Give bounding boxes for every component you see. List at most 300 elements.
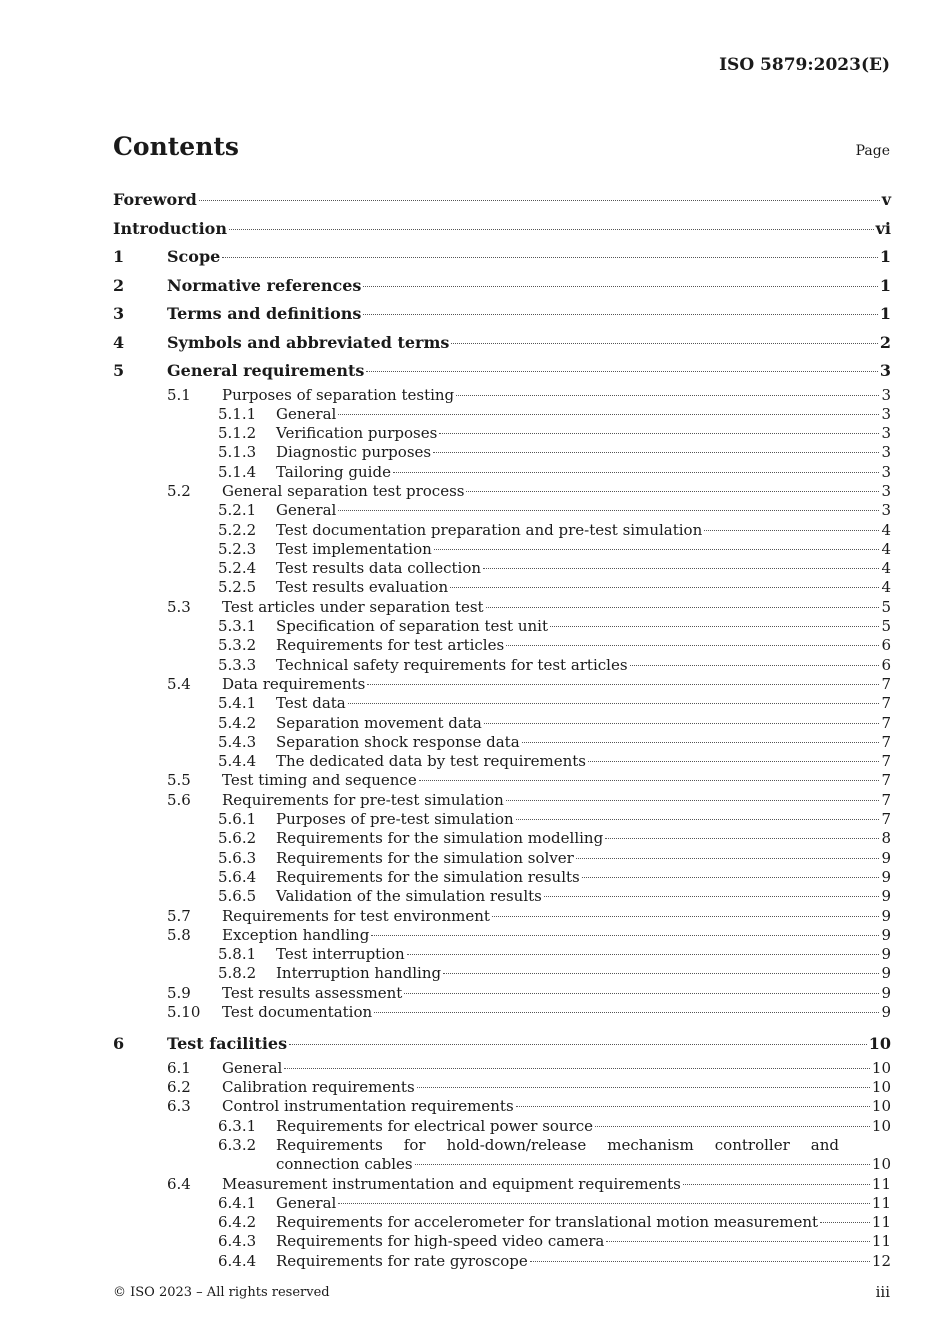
dot-leader <box>483 568 879 569</box>
toc-entry[interactable] <box>113 791 891 810</box>
toc-entry-text <box>276 945 891 964</box>
toc-entry-number: 5.2.4 <box>218 559 257 578</box>
toc-entry-number: 5.4.2 <box>218 713 257 732</box>
toc-entry-number: 5.10 <box>167 1003 201 1021</box>
toc-entry[interactable] <box>113 1030 891 1059</box>
toc-entry-text <box>222 1059 891 1078</box>
toc-entry-title: Test results assessment <box>222 983 403 1002</box>
toc-entry-title: General <box>222 1058 283 1077</box>
toc-entry-number: 5.6.4 <box>218 867 257 886</box>
toc-entry-page: 11 <box>871 1193 891 1212</box>
toc-entry-number: 6.4.4 <box>218 1251 257 1270</box>
toc-entry-number: 5.8.1 <box>218 945 257 964</box>
dot-leader <box>582 877 880 878</box>
toc-entry-number: 6.4.2 <box>218 1213 257 1232</box>
toc-entry-text <box>222 1078 891 1097</box>
toc-entry-number: 5.2.3 <box>218 539 257 558</box>
dot-leader <box>415 1164 870 1165</box>
table-of-contents <box>113 186 891 1271</box>
toc-entry-title: Requirements for the simulation results <box>276 867 580 886</box>
toc-entry-page: 7 <box>881 752 891 771</box>
toc-entry-number: 5.4.3 <box>218 732 257 751</box>
toc-entry-title: Symbols and abbreviated terms <box>167 332 450 352</box>
toc-entry-text <box>167 300 891 329</box>
dot-leader <box>284 1068 870 1069</box>
toc-entry-page: 10 <box>871 1116 891 1135</box>
dot-leader <box>363 286 877 287</box>
toc-entry-page: 7 <box>881 810 891 829</box>
toc-entry-number: 5.1.2 <box>218 424 257 443</box>
dot-leader <box>199 200 880 201</box>
toc-entry[interactable] <box>113 559 891 578</box>
toc-entry-page: 9 <box>881 983 891 1002</box>
dot-leader <box>229 229 874 230</box>
toc-entry-number: 6.3.1 <box>218 1116 257 1135</box>
toc-entry-number: 5.6.2 <box>218 829 257 848</box>
dot-leader <box>522 742 880 743</box>
toc-entry[interactable] <box>113 714 891 733</box>
dot-leader <box>338 510 879 511</box>
toc-entry-page: 3 <box>881 501 891 520</box>
toc-entry-number: 5.2.1 <box>218 501 257 520</box>
toc-entry-page: 1 <box>879 247 891 266</box>
toc-entry[interactable] <box>113 243 891 272</box>
toc-entry-text <box>276 559 891 578</box>
dot-leader <box>704 530 879 531</box>
toc-entry-number: 5.5 <box>167 771 191 790</box>
toc-entry-number: 6.4 <box>167 1174 191 1193</box>
toc-entry-number: 5.4.4 <box>218 752 257 771</box>
toc-entry-title: Requirements for hold-down/release mechanism controller and <box>276 1135 839 1154</box>
dot-leader <box>363 314 877 315</box>
dot-leader <box>371 935 879 936</box>
dot-leader <box>338 1203 870 1204</box>
toc-entry-page: 5 <box>881 597 891 616</box>
toc-entry[interactable] <box>113 926 891 945</box>
toc-entry-title: Test results evaluation <box>276 578 449 597</box>
toc-entry-text <box>276 964 891 983</box>
toc-entry-text <box>276 443 891 462</box>
toc-entry-page: 12 <box>871 1251 891 1270</box>
toc-entry-number: 5.8 <box>167 925 191 944</box>
toc-entry-page: 10 <box>871 1078 891 1097</box>
toc-entry[interactable] <box>113 357 891 386</box>
dot-leader <box>366 371 878 372</box>
toc-entry-text <box>276 1117 891 1136</box>
toc-entry[interactable] <box>113 329 891 358</box>
toc-entry-page: 9 <box>881 848 891 867</box>
dot-leader <box>516 819 880 820</box>
toc-entry-page: 3 <box>881 481 891 500</box>
dot-leader <box>450 587 879 588</box>
toc-entry-title: Test documentation <box>222 1003 373 1021</box>
toc-entry-title: Purposes of separation testing <box>222 385 455 404</box>
toc-entry[interactable] <box>113 443 891 462</box>
dot-leader <box>544 896 880 897</box>
toc-entry-page: 3 <box>881 443 891 462</box>
dot-leader <box>683 1184 870 1185</box>
dot-leader <box>451 343 877 344</box>
page-number: iii <box>875 1283 890 1301</box>
toc-entry-number: 6.4.3 <box>218 1232 257 1251</box>
toc-entry-title: Test timing and sequence <box>222 771 417 790</box>
toc-entry-number: 5.6.1 <box>218 810 257 829</box>
toc-entry-text <box>276 849 891 868</box>
page-column-label: Page <box>855 143 890 159</box>
toc-entry-page: 10 <box>871 1155 891 1174</box>
toc-entry[interactable] <box>113 578 891 597</box>
toc-entry-title: Calibration requirements <box>222 1078 415 1097</box>
toc-entry-title: Test data <box>276 694 346 713</box>
toc-entry-text <box>276 694 891 713</box>
toc-entry[interactable] <box>113 1252 891 1271</box>
toc-entry-page: 9 <box>881 887 891 906</box>
toc-entry[interactable] <box>113 964 891 983</box>
toc-entry-title: Test articles under separation test <box>222 597 484 616</box>
toc-entry-number: 6.3.2 <box>218 1135 257 1154</box>
toc-entry-title: Requirements for test articles <box>276 636 505 655</box>
toc-entry-page: 7 <box>881 790 891 809</box>
toc-entry-page: 3 <box>881 424 891 443</box>
toc-entry-text <box>113 215 891 244</box>
toc-entry-title-continued: connection cables <box>276 1155 413 1174</box>
document-id: ISO 5879:2023(E) <box>719 55 890 75</box>
toc-entry-title: Requirements for pre-test simulation <box>222 790 504 809</box>
toc-entry-page: 1 <box>879 304 891 323</box>
toc-entry[interactable] <box>113 598 891 617</box>
toc-entry-page: 3 <box>881 385 891 404</box>
toc-entry[interactable] <box>113 300 891 329</box>
toc-entry-number: 6 <box>113 1034 125 1054</box>
toc-entry-number: 6.4.1 <box>218 1193 257 1212</box>
toc-entry[interactable] <box>113 945 891 964</box>
toc-entry-text <box>276 1194 891 1213</box>
dot-leader <box>506 645 879 646</box>
toc-entry-text <box>276 829 891 848</box>
toc-entry-title: Verification purposes <box>276 424 438 443</box>
toc-entry-page: 3 <box>881 462 891 481</box>
toc-entry-number: 4 <box>113 332 125 352</box>
toc-entry-page: 9 <box>881 1003 891 1021</box>
page-title: Contents <box>113 132 240 161</box>
toc-entry-page: 5 <box>881 617 891 636</box>
toc-entry-number: 5.2.5 <box>218 578 257 597</box>
toc-entry-number: 5.3.2 <box>218 636 257 655</box>
toc-entry-page: 9 <box>881 964 891 983</box>
toc-entry-number: 2 <box>113 275 125 295</box>
toc-entry-number: 5.6 <box>167 790 191 809</box>
toc-entry-text <box>222 675 891 694</box>
toc-entry-text <box>167 329 891 358</box>
toc-entry-text <box>276 1213 891 1232</box>
toc-entry-title: Requirements for high-speed video camera <box>276 1232 605 1251</box>
toc-entry-number: 5.1.1 <box>218 404 257 423</box>
toc-entry[interactable] <box>113 733 891 752</box>
toc-entry-title: Requirements for the simulation solver <box>276 848 574 867</box>
toc-entry-text <box>276 424 891 443</box>
toc-entry-page: 10 <box>871 1058 891 1077</box>
toc-entry-page: 4 <box>881 539 891 558</box>
dot-leader <box>338 414 879 415</box>
dot-leader <box>492 916 880 917</box>
toc-entry[interactable] <box>113 1194 891 1213</box>
toc-entry[interactable] <box>113 186 891 215</box>
toc-entry[interactable] <box>113 501 891 520</box>
toc-entry-page: 6 <box>881 655 891 674</box>
dot-leader <box>393 472 880 473</box>
toc-entry-page: v <box>881 190 891 209</box>
toc-entry-number: 5.2 <box>167 481 191 500</box>
toc-entry-text <box>167 272 891 301</box>
toc-entry[interactable] <box>113 1175 891 1194</box>
dot-leader <box>407 954 880 955</box>
toc-entry[interactable] <box>113 907 891 926</box>
toc-entry-title: Control instrumentation requirements <box>222 1097 514 1116</box>
dot-leader <box>820 1222 870 1223</box>
toc-entry-page: vi <box>875 218 891 238</box>
dot-leader <box>417 1087 870 1088</box>
toc-entry[interactable] <box>113 1059 891 1078</box>
toc-entry[interactable] <box>113 1078 891 1097</box>
toc-entry-text <box>222 926 891 945</box>
toc-entry[interactable] <box>113 694 891 713</box>
toc-entry[interactable] <box>113 521 891 540</box>
toc-entry-page: 4 <box>881 559 891 578</box>
toc-entry-title: Scope <box>167 247 221 266</box>
toc-entry-page: 1 <box>879 275 891 295</box>
toc-entry-title: Interruption handling <box>276 964 442 983</box>
toc-entry-text <box>276 578 891 597</box>
toc-entry-title: Terms and definitions <box>167 304 362 323</box>
toc-entry-text <box>222 386 891 405</box>
toc-entry[interactable] <box>113 482 891 501</box>
toc-entry[interactable] <box>113 887 891 906</box>
toc-entry-title: Requirements for electrical power source <box>276 1116 594 1135</box>
toc-entry[interactable] <box>113 540 891 559</box>
toc-entry-page: 7 <box>881 694 891 713</box>
toc-entry[interactable] <box>113 1003 891 1022</box>
toc-entry-page: 7 <box>881 713 891 732</box>
toc-entry-text <box>276 714 891 733</box>
toc-entry-number: 5.1 <box>167 385 191 404</box>
toc-entry-number: 5.8.2 <box>218 964 257 983</box>
toc-entry-title: Requirements for the simulation modelling <box>276 829 604 848</box>
dot-leader <box>443 973 879 974</box>
toc-entry-number: 6.2 <box>167 1078 191 1097</box>
dot-leader <box>605 838 879 839</box>
toc-entry-text <box>222 771 891 790</box>
toc-entry-text <box>276 810 891 829</box>
dot-leader <box>439 433 879 434</box>
toc-entry[interactable] <box>113 272 891 301</box>
toc-entry-text <box>222 482 891 501</box>
toc-entry-title: Separation shock response data <box>276 732 520 751</box>
toc-entry-page: 11 <box>871 1174 891 1193</box>
toc-entry[interactable] <box>113 1097 891 1116</box>
toc-entry-title: Diagnostic purposes <box>276 443 432 462</box>
dot-leader <box>576 858 880 859</box>
dot-leader <box>434 549 880 550</box>
toc-entry[interactable] <box>113 984 891 1003</box>
dot-leader <box>516 1106 870 1107</box>
toc-entry-text <box>276 405 891 424</box>
toc-entry-number: 5.4 <box>167 674 191 693</box>
toc-entry[interactable] <box>113 1232 891 1251</box>
toc-entry-title: Test results data collection <box>276 559 482 578</box>
toc-entry-text <box>276 617 891 636</box>
toc-entry-page: 10 <box>871 1097 891 1116</box>
toc-entry-page: 7 <box>881 771 891 790</box>
dot-leader <box>550 626 879 627</box>
toc-entry-number: 6.1 <box>167 1058 191 1077</box>
dot-leader <box>530 1261 870 1262</box>
toc-entry-title: Purposes of pre-test simulation <box>276 810 514 829</box>
toc-entry-text <box>167 1030 891 1059</box>
toc-entry-title: The dedicated data by test requirements <box>276 752 586 771</box>
toc-entry[interactable] <box>113 617 891 636</box>
toc-entry-text <box>222 1175 891 1194</box>
toc-entry-title: Test facilities <box>167 1034 288 1054</box>
toc-entry-number: 5.9 <box>167 983 191 1002</box>
toc-entry-text <box>276 868 891 887</box>
toc-entry-title: Test documentation preparation and pre-test simulation <box>276 520 703 539</box>
toc-entry-text <box>276 1252 891 1271</box>
toc-entry-text <box>222 1003 891 1022</box>
toc-entry-text <box>276 752 891 771</box>
toc-entry-number: 1 <box>113 247 125 266</box>
toc-entry-text <box>113 186 891 215</box>
toc-entry-text <box>167 243 891 272</box>
toc-entry-number: 5.3.3 <box>218 655 257 674</box>
toc-entry[interactable] <box>113 675 891 694</box>
toc-entry[interactable] <box>113 868 891 887</box>
toc-entry-number: 5.2.2 <box>218 520 257 539</box>
toc-entry[interactable] <box>113 463 891 482</box>
toc-entry-text <box>222 598 891 617</box>
toc-entry-page: 3 <box>881 404 891 423</box>
toc-entry-number: 5.7 <box>167 906 191 925</box>
toc-entry-text <box>276 656 891 675</box>
toc-entry-title: General <box>276 404 337 423</box>
toc-entry-title: General <box>276 1193 337 1212</box>
toc-entry-page: 3 <box>879 361 891 380</box>
toc-entry-text <box>222 984 891 1003</box>
toc-entry-page: 10 <box>868 1034 891 1054</box>
toc-entry-page: 4 <box>881 578 891 597</box>
dot-leader <box>222 257 878 258</box>
toc-entry-number: 5 <box>113 361 125 380</box>
toc-entry[interactable] <box>113 424 891 443</box>
toc-entry-page: 7 <box>881 674 891 693</box>
dot-leader <box>456 395 879 396</box>
toc-entry-number: 5.1.4 <box>218 462 257 481</box>
toc-entry[interactable] <box>113 636 891 655</box>
dot-leader <box>606 1241 870 1242</box>
toc-entry-text <box>276 636 891 655</box>
toc-entry-title: General requirements <box>167 361 365 380</box>
toc-entry[interactable] <box>113 829 891 848</box>
toc-entry[interactable] <box>113 1213 891 1232</box>
dot-leader <box>348 703 880 704</box>
toc-entry-text <box>276 540 891 559</box>
toc-entry-page: 7 <box>881 732 891 751</box>
toc-entry-text <box>222 1097 891 1116</box>
dot-leader <box>588 761 879 762</box>
toc-entry[interactable] <box>113 771 891 790</box>
toc-entry[interactable] <box>113 386 891 405</box>
dot-leader <box>506 800 880 801</box>
toc-entry-title: Normative references <box>167 275 362 295</box>
toc-entry-number: 5.6.3 <box>218 848 257 867</box>
toc-entry-page: 11 <box>871 1232 891 1251</box>
toc-entry-number: 5.3 <box>167 597 191 616</box>
toc-entry-number: 5.1.3 <box>218 443 257 462</box>
toc-entry-text <box>222 791 891 810</box>
dot-leader <box>404 993 879 994</box>
toc-entry-text <box>276 501 891 520</box>
dot-leader <box>419 780 880 781</box>
toc-entry-text <box>276 733 891 752</box>
toc-entry-title: Requirements for accelerometer for translational motion measurement <box>276 1213 819 1232</box>
dot-leader <box>484 723 880 724</box>
toc-entry[interactable] <box>113 849 891 868</box>
toc-entry-text <box>167 357 891 386</box>
toc-entry-number: 6.3 <box>167 1097 191 1116</box>
toc-entry-text <box>276 463 891 482</box>
toc-entry-number: 5.6.5 <box>218 887 257 906</box>
toc-entry-text <box>276 1136 891 1175</box>
toc-entry-title: Separation movement data <box>276 713 482 732</box>
toc-entry-title: Introduction <box>113 218 227 238</box>
toc-entry-page: 9 <box>881 906 891 925</box>
toc-entry[interactable] <box>113 1117 891 1136</box>
toc-entry-number: 3 <box>113 304 125 323</box>
dot-leader <box>289 1044 867 1045</box>
toc-entry[interactable] <box>113 810 891 829</box>
toc-entry-title: Tailoring guide <box>276 462 391 481</box>
dot-leader <box>367 684 879 685</box>
toc-entry-page: 8 <box>881 829 891 848</box>
toc-entry[interactable] <box>113 215 891 244</box>
toc-entry-title: Data requirements <box>222 674 366 693</box>
toc-entry-text <box>276 1232 891 1251</box>
toc-entry-page: 9 <box>881 925 891 944</box>
toc-entry[interactable] <box>113 752 891 771</box>
toc-entry-title: General <box>276 501 337 520</box>
toc-entry-title: Requirements for test environment <box>222 906 490 925</box>
toc-entry-text <box>276 521 891 540</box>
dot-leader <box>630 665 880 666</box>
toc-entry-title: General separation test process <box>222 481 465 500</box>
dot-leader <box>374 1012 879 1013</box>
toc-entry[interactable] <box>113 405 891 424</box>
toc-entry[interactable] <box>113 1136 891 1175</box>
toc-entry-text <box>276 887 891 906</box>
copyright-notice: © ISO 2023 – All rights reserved <box>113 1285 330 1300</box>
dot-leader <box>486 607 880 608</box>
toc-entry-page: 11 <box>871 1213 891 1232</box>
toc-entry-number: 5.3.1 <box>218 617 257 636</box>
toc-entry-title: Validation of the simulation results <box>276 887 542 906</box>
toc-entry-title: Specification of separation test unit <box>276 617 548 636</box>
toc-entry-number: 5.4.1 <box>218 694 257 713</box>
toc-entry-page: 2 <box>879 332 891 352</box>
toc-entry-title: Test interruption <box>276 945 405 964</box>
dot-leader <box>595 1126 870 1127</box>
toc-entry-title: Technical safety requirements for test articles <box>276 655 628 674</box>
toc-entry-page: 9 <box>881 867 891 886</box>
toc-entry[interactable] <box>113 656 891 675</box>
